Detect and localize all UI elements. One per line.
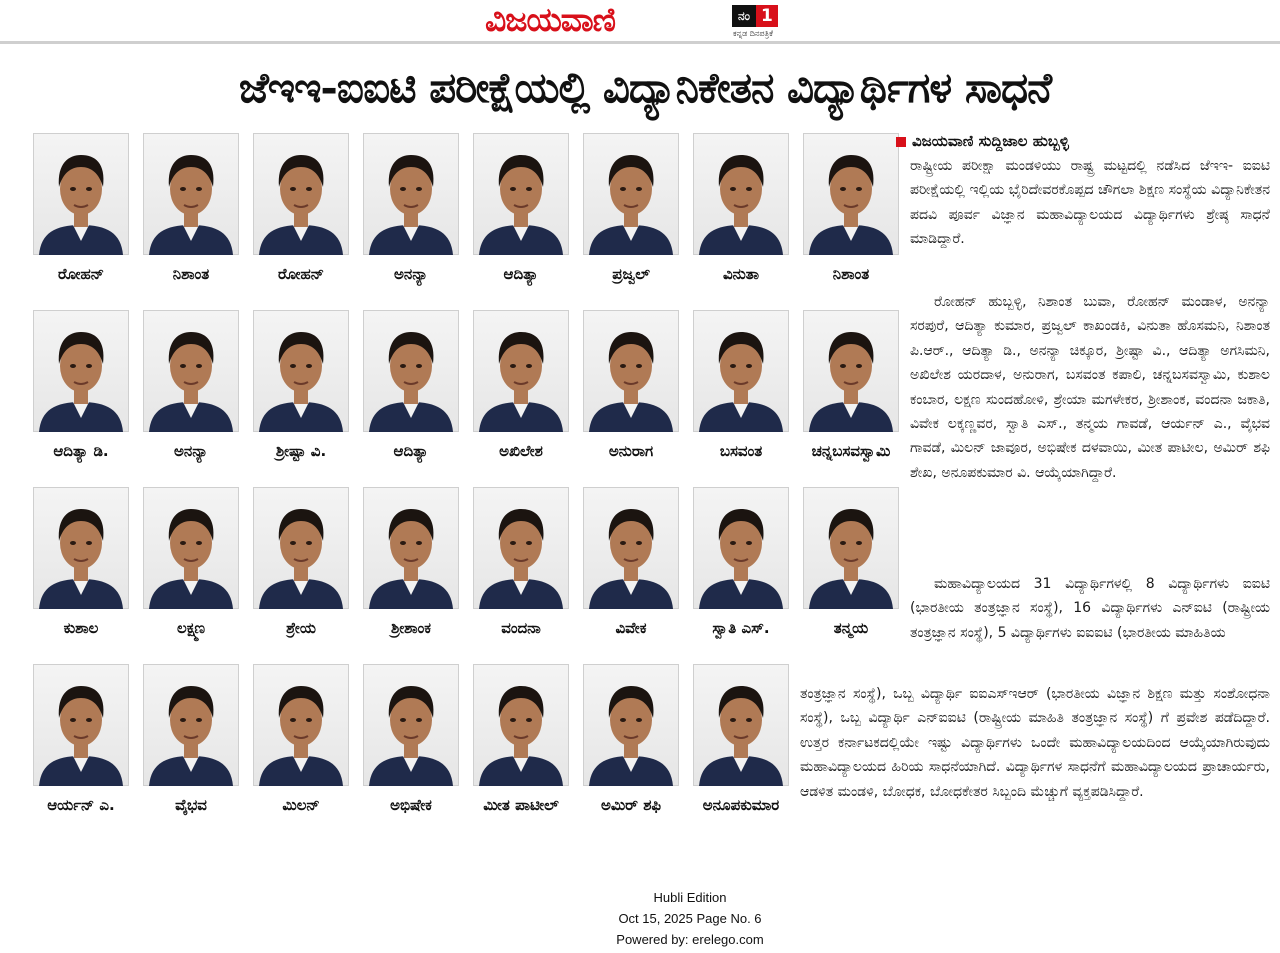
- student-portrait-icon: [473, 133, 569, 255]
- student-photo: [253, 133, 349, 255]
- student-portrait-icon: [583, 310, 679, 432]
- student-name: ಅನನ್ಯಾ: [394, 265, 428, 283]
- student-photo: [143, 664, 239, 786]
- student-portrait-icon: [143, 310, 239, 432]
- student-name: ರೋಹನ್: [57, 265, 105, 283]
- student-name: ಅಭಿಷೇಕ: [390, 796, 432, 814]
- student-name: ಮಿಲನ್: [282, 796, 320, 814]
- student-photo: [693, 664, 789, 786]
- student-name: ಆದಿತ್ಯಾ ಡಿ.: [53, 442, 109, 460]
- student-photo: [473, 133, 569, 255]
- badge-number: 1: [756, 5, 778, 27]
- student-portrait-icon: [693, 310, 789, 432]
- number-one-badge: [732, 5, 778, 27]
- student-portrait-icon: [33, 487, 129, 609]
- student-name: ಪ್ರಜ್ವಲ್: [612, 265, 650, 283]
- masthead-divider: [0, 41, 1280, 44]
- badge-label: ನಂ: [732, 5, 756, 27]
- footer-edition: Hubli Edition: [653, 890, 727, 905]
- student-portrait-icon: [363, 310, 459, 432]
- student-name: ರೋಹನ್: [277, 265, 325, 283]
- student-photo: [583, 664, 679, 786]
- byline-marker-icon: [896, 137, 906, 147]
- student-portrait-icon: [33, 310, 129, 432]
- student-portrait-icon: [583, 487, 679, 609]
- student-photo: [583, 487, 679, 609]
- student-portrait-icon: [253, 664, 349, 786]
- student-name: ವಿವೇಕ: [615, 619, 647, 637]
- student-portrait-icon: [803, 133, 899, 255]
- student-portrait-icon: [143, 664, 239, 786]
- page-footer: [500, 887, 880, 950]
- student-portrait-icon: [583, 133, 679, 255]
- student-photo: [803, 487, 899, 609]
- student-name: ಅಮಿರ್ ಶಫಿ: [600, 796, 662, 814]
- student-name: ಅನನ್ಯಾ: [174, 442, 208, 460]
- footer-powered-by: Powered by: erelego.com: [616, 932, 764, 947]
- student-portrait-icon: [253, 487, 349, 609]
- student-photo: [803, 310, 899, 432]
- student-name: ವೈಭವ: [175, 796, 207, 814]
- student-photo: [583, 133, 679, 255]
- newspaper-logo: ವಿಜಯವಾಣಿ: [485, 0, 616, 39]
- student-name: ಆರ್ಯನ್ ಎ.: [47, 796, 115, 814]
- student-portrait-icon: [693, 487, 789, 609]
- student-name: ತನ್ಮಯ: [833, 619, 869, 637]
- student-name: ಕುಶಾಲ: [63, 619, 99, 637]
- student-portrait-icon: [363, 133, 459, 255]
- student-photo: [143, 487, 239, 609]
- student-portrait-icon: [473, 664, 569, 786]
- student-photo: [473, 487, 569, 609]
- student-name: ವಿನುತಾ: [722, 265, 760, 283]
- student-portrait-icon: [33, 133, 129, 255]
- student-photo: [583, 310, 679, 432]
- student-portrait-icon: [693, 664, 789, 786]
- student-photo: [33, 310, 129, 432]
- article-paragraph-1: ರಾಷ್ಟ್ರೀಯ ಪರೀಕ್ಷಾ ಮಂಡಳಿಯು ರಾಷ್ಟ್ರ ಮಟ್ಟದಲ್ಲಿ ನಡೆಸಿದ ಜೆಇಇ- ಐಐಟಿ ಪರೀಕ್ಷೆಯಲ್ಲಿ ಇಲ್ಲಿಯ ಭೈರಿದೇವರಕೊಪ್ಪದ ಚೌಗಲಾ ಶಿಕ್ಷಣ ಸಂಸ್ಥೆಯ ವಿದ್ಯಾನಿಕೇತನ ಪದವಿ ಪೂರ್ವ ವಿಜ್ಞಾನ ಮಹಾವಿದ್ಯಾಲಯದ ವಿದ್ಯಾರ್ಥಿಗಳು ಶ್ರೇಷ್ಠ ಸಾಧನೆ ಮಾಡಿದ್ದಾರೆ.: [910, 158, 1270, 248]
- student-portrait-icon: [363, 487, 459, 609]
- student-portrait-icon: [473, 487, 569, 609]
- student-name: ಶ್ರೀಶಾಂಕ: [390, 619, 432, 637]
- article-paragraph-3: ಮಹಾವಿದ್ಯಾಲಯದ 31 ವಿದ್ಯಾರ್ಥಿಗಳಲ್ಲಿ 8 ವಿದ್ಯಾರ್ಥಿಗಳು ಐಐಟಿ (ಭಾರತೀಯ ತಂತ್ರಜ್ಞಾನ ಸಂಸ್ಥೆ), 16 ವಿದ್ಯಾರ್ಥಿಗಳು ಎನ್‌ಐಟಿ (ರಾಷ್ಟ್ರೀಯ ತಂತ್ರಜ್ಞಾನ ಸಂಸ್ಥೆ), 5 ವಿದ್ಯಾರ್ಥಿಗಳು ಐಐಐಟಿ (ಭಾರತೀಯ ಮಾಹಿತಿಯ: [910, 576, 1270, 641]
- student-photo: [33, 133, 129, 255]
- student-name: ಆದಿತ್ಯಾ: [503, 265, 539, 283]
- footer-date-page: Oct 15, 2025 Page No. 6: [618, 911, 762, 926]
- student-name: ಮೀತ ಪಾಟೀಲ್: [483, 796, 559, 814]
- newspaper-tagline: ಕನ್ನಡ ದಿನಪತ್ರಿಕೆ: [733, 29, 774, 38]
- student-photo: [363, 310, 459, 432]
- student-photo: [253, 310, 349, 432]
- student-name: ಶ್ರೀಷ್ಟಾ ವಿ.: [275, 442, 327, 460]
- article-paragraph-2: ರೋಹನ್ ಹುಬ್ಬಳ್ಳಿ, ನಿಶಾಂತ ಬುವಾ, ರೋಹನ್ ಮಂಡಾಳ, ಅನನ್ಯಾ ಸರಪುರೆ, ಆದಿತ್ಯಾ ಕುಮಾರ, ಪ್ರಜ್ವಲ್ ಕಾಖಂಡಕಿ, ವಿನುತಾ ಹೊಸಮನಿ, ನಿಶಾಂತ ಪಿ.ಆರ್., ಆದಿತ್ಯಾ ಡಿ., ಅನನ್ಯಾ ಚಿಕ್ಕೂರ, ಶ್ರೀಷ್ಟಾ ವಿ., ಆದಿತ್ಯಾ ಅಗಸಿಮನಿ, ಅಖಿಲೇಶ ಯರದಾಳ, ಅನುರಾಗ, ಬಸವಂತ ಕಪಾಲಿ, ಚನ್ನಬಸವಸ್ವಾಮಿ, ಕುಶಾಲ ಕಂಬಾರ, ಲಕ್ಷಣ ಸುಂದಹೋಳಿ, ಶ್ರೇಯಾ ಮಗಳೇಕರ, ಶ್ರೀಶಾಂಕ, ವಂದನಾ ಜಕಾತಿ, ವಿವೇಕ ಲಕ್ಕಣ್ಣವರ, ಸ್ವಾತಿ ಎಸ್., ತನ್ಮಯ ಗಾವಡೆ, ಆರ್ಯನ್ ಎ., ವೈಭವ ಗಾವಡೆ, ಮಿಲನ್ ಜಾವೂರ, ಅಭಿಷೇಕ ದಳವಾಯಿ, ಮೀತ ಪಾಟೀಲ, ಅಮಿರ್ ಶಫಿ ಶೇಖ, ಅನೂಪಕುಮಾರ ವಿ. ಆಯ್ಕೆಯಾಗಿದ್ದಾರೆ.: [910, 294, 1270, 481]
- student-name: ಅನುರಾಗ: [608, 442, 654, 460]
- article-byline: ವಿಜಯವಾಣಿ ಸುದ್ದಿಜಾಲ ಹುಬ್ಬಳ್ಳಿ: [912, 132, 1069, 150]
- student-name: ಆದಿತ್ಯಾ: [393, 442, 429, 460]
- student-portrait-icon: [803, 487, 899, 609]
- student-photo: [253, 487, 349, 609]
- student-portrait-icon: [803, 310, 899, 432]
- student-portrait-icon: [143, 487, 239, 609]
- student-photo: [33, 487, 129, 609]
- student-photo: [693, 310, 789, 432]
- student-name: ಬಸವಂತ: [719, 442, 763, 460]
- student-name: ಅನೂಪಕುಮಾರ: [702, 796, 780, 814]
- student-name: ಚನ್ನಬಸವಸ್ವಾಮಿ: [811, 442, 891, 460]
- student-photo: [473, 310, 569, 432]
- student-photo: [363, 664, 459, 786]
- student-name: ವಂದನಾ: [501, 619, 541, 637]
- student-name: ನಿಶಾಂತ: [832, 265, 870, 283]
- student-portrait-icon: [253, 133, 349, 255]
- student-photo: [473, 664, 569, 786]
- student-name: ಶ್ರೇಯ: [286, 619, 316, 637]
- student-portrait-icon: [583, 664, 679, 786]
- student-portrait-icon: [473, 310, 569, 432]
- student-photo: [363, 133, 459, 255]
- student-photo: [253, 664, 349, 786]
- masthead: [0, 0, 1280, 44]
- student-photo: [143, 310, 239, 432]
- student-portrait-icon: [143, 133, 239, 255]
- student-portrait-icon: [363, 664, 459, 786]
- student-name: ನಿಶಾಂತ: [172, 265, 210, 283]
- student-photo: [363, 487, 459, 609]
- student-photo: [143, 133, 239, 255]
- article-headline: ಜೆಇಇ-ಐಐಟಿ ಪರೀಕ್ಷೆಯಲ್ಲಿ ವಿದ್ಯಾನಿಕೇತನ ವಿದ್ಯಾರ್ಥಿಗಳ ಸಾಧನೆ: [238, 63, 1052, 112]
- student-portrait-icon: [33, 664, 129, 786]
- student-photo: [693, 133, 789, 255]
- student-name: ಅಖಿಲೇಶ: [499, 442, 543, 460]
- student-portrait-icon: [693, 133, 789, 255]
- student-photo: [803, 133, 899, 255]
- student-photo: [693, 487, 789, 609]
- student-name: ಸ್ವಾತಿ ಎಸ್.: [712, 619, 770, 637]
- student-photo: [33, 664, 129, 786]
- article-paragraph-4: ತಂತ್ರಜ್ಞಾನ ಸಂಸ್ಥೆ), ಒಬ್ಬ ವಿದ್ಯಾರ್ಥಿ ಐಐಎಸ್‌ಇಆರ್ (ಭಾರತೀಯ ವಿಜ್ಞಾನ ಶಿಕ್ಷಣ ಮತ್ತು ಸಂಶೋಧನಾ ಸಂಸ್ಥೆ), ಒಬ್ಬ ವಿದ್ಯಾರ್ಥಿ ಎನ್‌ಐಐಟಿ (ರಾಷ್ಟ್ರೀಯ ಮಾಹಿತಿ ತಂತ್ರಜ್ಞಾನ ಸಂಸ್ಥೆ) ಗೆ ಪ್ರವೇಶ ಪಡೆದಿದ್ದಾರೆ. ಉತ್ತರ ಕರ್ನಾಟಕದಲ್ಲಿಯೇ ಇಷ್ಟು ವಿದ್ಯಾರ್ಥಿಗಳು ಒಂದೇ ಮಹಾವಿದ್ಯಾಲಯದಿಂದ ಆಯ್ಕೆಯಾಗಿರುವುದು ಮಹಾವಿದ್ಯಾಲಯದ ಹಿರಿಯ ಸಾಧನೆಯಾಗಿದೆ. ವಿದ್ಯಾರ್ಥಿಗಳ ಸಾಧನೆಗೆ ಮಹಾವಿದ್ಯಾಲಯದ ಪ್ರಾಚಾರ್ಯರು, ಆಡಳಿತ ಮಂಡಳಿ, ಬೋಧಕ, ಬೋಧಕೇತರ ಸಿಬ್ಬಂದಿ ಮೆಚ್ಚುಗೆ ವ್ಯಕ್ತಪಡಿಸಿದ್ದಾರೆ.: [800, 686, 1270, 800]
- student-name: ಲಕ್ಷ್ಮಣ: [176, 619, 206, 637]
- student-portrait-icon: [253, 310, 349, 432]
